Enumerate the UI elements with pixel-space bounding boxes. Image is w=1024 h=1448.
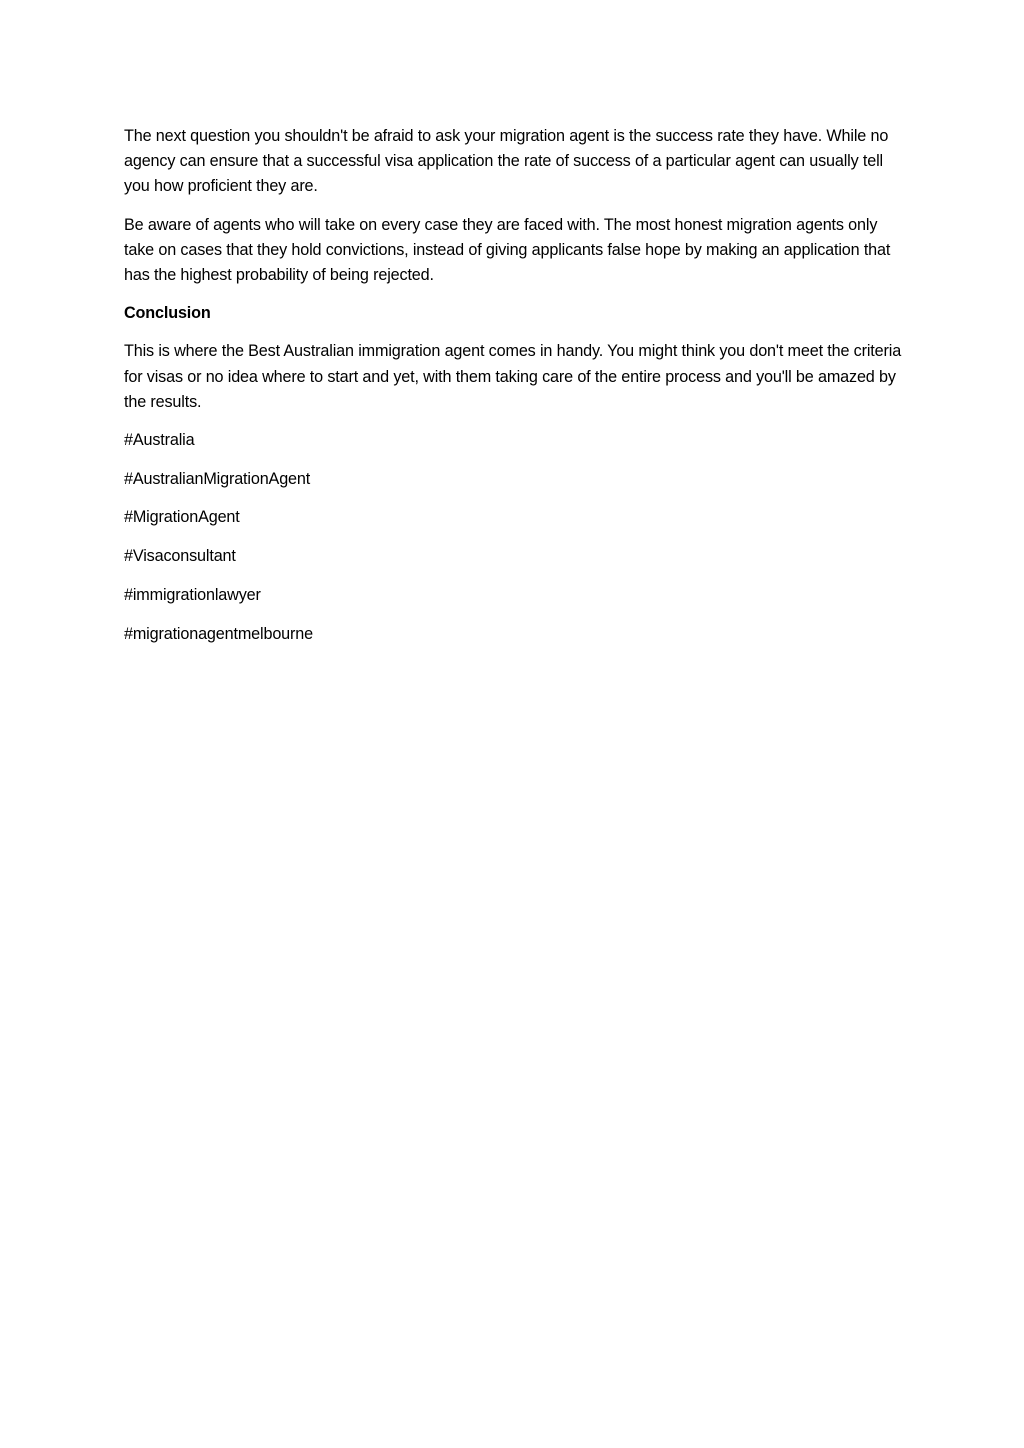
conclusion-paragraph: This is where the Best Australian immigration agent comes in handy. You might think you don't meet the criteria for visas or no idea where to start and yet, with them taking care of the entire process and you'll be amazed by the results.	[124, 342, 902, 411]
document-body	[124, 124, 904, 660]
hashtag-immigration-lawyer: #immigrationlawyer	[124, 585, 261, 604]
conclusion-heading: Conclusion	[124, 304, 211, 323]
hashtag-australian-migration-agent: #AustralianMigrationAgent	[124, 469, 311, 488]
paragraph-success-rate: The next question you shouldn't be afraid to ask your migration agent is the success rate they have. While no agency can ensure that a successful visa application the rate of success of a particular agent can usually tell you how proficient they are.	[124, 127, 889, 196]
hashtag-migration-agent: #MigrationAgent	[124, 508, 240, 527]
hashtag-migration-agent-melbourne: #migrationagentmelbourne	[124, 624, 313, 643]
hashtag-australia: #Australia	[124, 431, 195, 450]
hashtag-visa-consultant: #Visaconsultant	[124, 547, 236, 566]
paragraph-honest-agents: Be aware of agents who will take on every case they are faced with. The most honest migration agents only take on cases that they hold convictions, instead of giving applicants false hope by making an application that has the highest probability of being rejected.	[124, 215, 891, 285]
